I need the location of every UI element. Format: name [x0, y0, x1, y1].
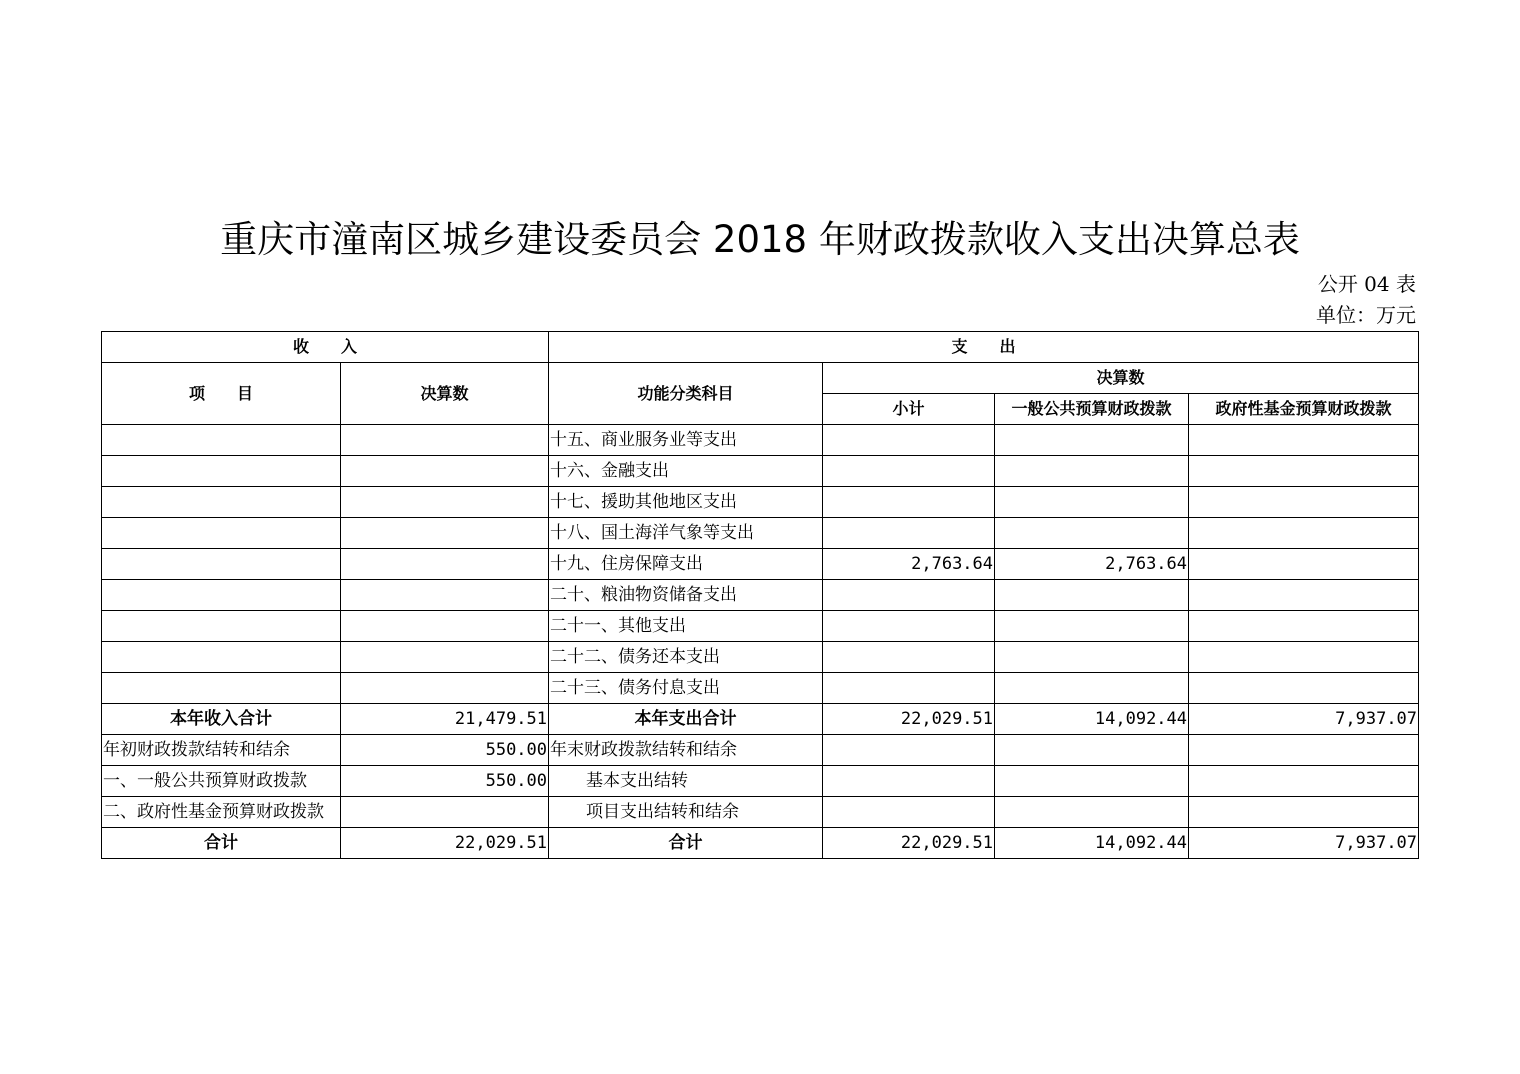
general-budget-cell — [995, 580, 1189, 611]
income-item-cell — [102, 611, 341, 642]
fund-budget-cell — [1189, 487, 1419, 518]
carryover-subtotal-cell — [823, 735, 995, 766]
grand-expense-total-label: 合计 — [549, 828, 823, 859]
expense-category-cell: 二十、粮油物资储备支出 — [549, 580, 823, 611]
table-row — [102, 611, 1419, 642]
table-row — [102, 580, 1419, 611]
expense-category-cell: 十九、住房保障支出 — [549, 549, 823, 580]
table-row — [102, 518, 1419, 549]
expense-category-cell: 十七、援助其他地区支出 — [549, 487, 823, 518]
header-row-group — [102, 332, 1419, 363]
general-budget-cell — [995, 642, 1189, 673]
expense-category-cell: 十六、金融支出 — [549, 456, 823, 487]
general-budget-cell — [995, 456, 1189, 487]
fund-budget-cell — [1189, 456, 1419, 487]
carryover-income-label: 二、政府性基金预算财政拨款 — [102, 797, 341, 828]
income-group-header: 收 入 — [102, 332, 549, 363]
income-amount-cell — [341, 456, 549, 487]
grand-income-total-label: 合计 — [102, 828, 341, 859]
income-item-cell — [102, 580, 341, 611]
expense-category-cell: 二十一、其他支出 — [549, 611, 823, 642]
fund-budget-cell — [1189, 580, 1419, 611]
grand-expense-fund: 7,937.07 — [1189, 828, 1419, 859]
income-amount-cell — [341, 580, 549, 611]
subtotal-cell — [823, 611, 995, 642]
table-code: 公开 04 表 — [1317, 272, 1416, 296]
carryover-row — [102, 766, 1419, 797]
table-row — [102, 673, 1419, 704]
carryover-general-cell — [995, 766, 1189, 797]
general-budget-cell: 2,763.64 — [995, 549, 1189, 580]
income-amount-cell — [341, 642, 549, 673]
carryover-income-label: 一、一般公共预算财政拨款 — [102, 766, 341, 797]
income-amount-cell — [341, 611, 549, 642]
carryover-row — [102, 797, 1419, 828]
carryover-income-amount — [341, 797, 549, 828]
carryover-expense-label: 年末财政拨款结转和结余 — [549, 735, 823, 766]
general-budget-cell — [995, 487, 1189, 518]
item-column-header: 项 目 — [102, 363, 341, 425]
income-item-cell — [102, 549, 341, 580]
income-item-cell — [102, 487, 341, 518]
income-item-cell — [102, 425, 341, 456]
fund-budget-cell — [1189, 673, 1419, 704]
income-item-cell — [102, 518, 341, 549]
table-row — [102, 425, 1419, 456]
carryover-fund-cell — [1189, 766, 1419, 797]
expense-group-header: 支 出 — [549, 332, 1419, 363]
carryover-expense-label: 基本支出结转 — [549, 766, 823, 797]
grand-expense-general: 14,092.44 — [995, 828, 1189, 859]
general-budget-cell — [995, 611, 1189, 642]
subtotal-column-header: 小计 — [823, 394, 995, 425]
grand-income-total-amount: 22,029.51 — [341, 828, 549, 859]
subtotal-cell — [823, 580, 995, 611]
carryover-income-label: 年初财政拨款结转和结余 — [102, 735, 341, 766]
header-row-columns — [102, 363, 1419, 394]
carryover-subtotal-cell — [823, 797, 995, 828]
carryover-income-amount: 550.00 — [341, 766, 549, 797]
carryover-income-amount: 550.00 — [341, 735, 549, 766]
grand-total-row — [102, 828, 1419, 859]
table-row — [102, 487, 1419, 518]
fund-budget-cell — [1189, 611, 1419, 642]
carryover-fund-cell — [1189, 797, 1419, 828]
fund-budget-cell — [1189, 549, 1419, 580]
subtotal-cell — [823, 518, 995, 549]
year-expense-subtotal: 22,029.51 — [823, 704, 995, 735]
carryover-fund-cell — [1189, 735, 1419, 766]
budget-table — [101, 331, 1419, 859]
subtotal-cell: 2,763.64 — [823, 549, 995, 580]
expense-category-cell: 十五、商业服务业等支出 — [549, 425, 823, 456]
income-amount-cell — [341, 673, 549, 704]
function-category-column-header: 功能分类科目 — [549, 363, 823, 425]
general-public-budget-column-header: 一般公共预算财政拨款 — [995, 394, 1189, 425]
income-amount-cell — [341, 549, 549, 580]
subtotal-cell — [823, 425, 995, 456]
income-item-cell — [102, 642, 341, 673]
year-total-row — [102, 704, 1419, 735]
income-item-cell — [102, 456, 341, 487]
expense-final-amount-header: 决算数 — [823, 363, 1419, 394]
subtotal-cell — [823, 487, 995, 518]
year-income-total-label: 本年收入合计 — [102, 704, 341, 735]
fund-budget-cell — [1189, 425, 1419, 456]
grand-expense-subtotal: 22,029.51 — [823, 828, 995, 859]
carryover-subtotal-cell — [823, 766, 995, 797]
income-amount-cell — [341, 425, 549, 456]
fund-budget-cell — [1189, 642, 1419, 673]
final-amount-column-header: 决算数 — [341, 363, 549, 425]
carryover-expense-label: 项目支出结转和结余 — [549, 797, 823, 828]
expense-category-cell: 二十二、债务还本支出 — [549, 642, 823, 673]
expense-category-cell: 十八、国土海洋气象等支出 — [549, 518, 823, 549]
unit-label: 单位：万元 — [1316, 303, 1416, 327]
table-row — [102, 549, 1419, 580]
subtotal-cell — [823, 642, 995, 673]
page-title: 重庆市潼南区城乡建设委员会 2018 年财政拨款收入支出决算总表 — [220, 218, 1300, 261]
year-income-total-amount: 21,479.51 — [341, 704, 549, 735]
fund-budget-cell — [1189, 518, 1419, 549]
table-row — [102, 456, 1419, 487]
carryover-general-cell — [995, 735, 1189, 766]
general-budget-cell — [995, 673, 1189, 704]
carryover-row — [102, 735, 1419, 766]
general-budget-cell — [995, 518, 1189, 549]
government-fund-budget-column-header: 政府性基金预算财政拨款 — [1189, 394, 1419, 425]
income-amount-cell — [341, 518, 549, 549]
year-expense-total-label: 本年支出合计 — [549, 704, 823, 735]
subtotal-cell — [823, 673, 995, 704]
income-amount-cell — [341, 487, 549, 518]
table-row — [102, 642, 1419, 673]
year-expense-fund: 7,937.07 — [1189, 704, 1419, 735]
general-budget-cell — [995, 425, 1189, 456]
year-expense-general: 14,092.44 — [995, 704, 1189, 735]
carryover-general-cell — [995, 797, 1189, 828]
income-item-cell — [102, 673, 341, 704]
subtotal-cell — [823, 456, 995, 487]
expense-category-cell: 二十三、债务付息支出 — [549, 673, 823, 704]
